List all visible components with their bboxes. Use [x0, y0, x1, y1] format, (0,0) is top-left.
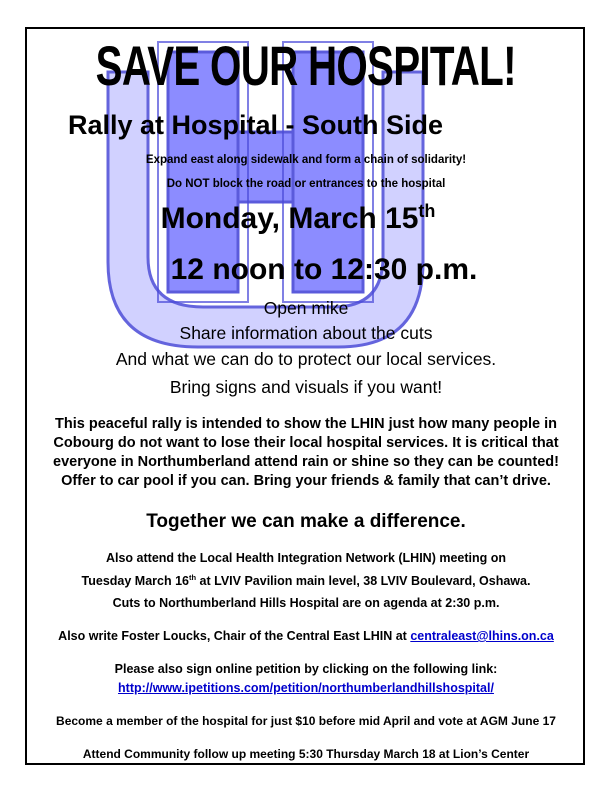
together-slogan: Together we can make a difference. [146, 511, 466, 532]
lhin-meeting-line-1: Also attend the Local Health Integration Network (LHIN) meeting on [105, 551, 507, 565]
lhin-meeting-line-3: Cuts to Northumberland Hills Hospital are on agenda at 2:30 p.m. [112, 596, 500, 610]
activity-item: Share information about the cuts [179, 323, 433, 343]
instruction-line-2: Do NOT block the road or entrances to the hospital [166, 178, 446, 190]
paragraph-line: This peaceful rally is intended to show the LHIN just how many people in [55, 416, 557, 432]
petition-text: Please also sign online petition by clicking on the following link: [114, 662, 498, 676]
rally-date-suffix: th [418, 201, 436, 221]
lhin-meeting-location: at LVIV Pavilion main level, 38 LVIV Boulevard, Oshawa. [196, 574, 531, 589]
flyer-title: SAVE OUR HOSPITAL! [95, 34, 516, 97]
lhin-meeting-date: Tuesday March 16 [81, 574, 189, 589]
rally-date-text: Monday, March 15 [160, 202, 419, 235]
lhin-meeting-date-suffix: th [188, 573, 197, 582]
activity-item: Bring signs and visuals if you want! [169, 377, 443, 397]
petition-line [0, 681, 612, 695]
paragraph-line: Offer to car pool if you can. Bring your friends & family that can’t drive. [61, 473, 551, 489]
instruction-line-1: Expand east along sidewalk and form a chain of solidarity! [145, 154, 467, 166]
petition-link[interactable]: http://www.ipetitions.com/petition/northumberlandhillshospital/ [118, 681, 494, 695]
rally-date [0, 201, 604, 236]
membership-line: Become a member of the hospital for just $10 before mid April and vote at AGM June 17 [56, 714, 556, 728]
write-line [0, 629, 612, 643]
activity-item: Open mike [263, 298, 349, 318]
activity-item: And what we can do to protect our local services. [115, 349, 497, 369]
paragraph-line: everyone in Northumberland attend rain or shine so they can be counted! [53, 454, 559, 470]
rally-heading: Rally at Hospital - South Side [68, 110, 444, 140]
lhin-meeting-line-2 [0, 573, 612, 588]
write-text: Also write Foster Loucks, Chair of the Central East LHIN at [58, 629, 411, 643]
followup-line: Attend Community follow up meeting 5:30 Thursday March 18 at Lion’s Center [82, 747, 530, 761]
rally-time: 12 noon to 12:30 p.m. [170, 253, 478, 286]
email-link[interactable]: centraleast@lhins.on.ca [410, 629, 554, 643]
paragraph-line: Cobourg do not want to lose their local hospital services. It is critical that [53, 435, 559, 451]
